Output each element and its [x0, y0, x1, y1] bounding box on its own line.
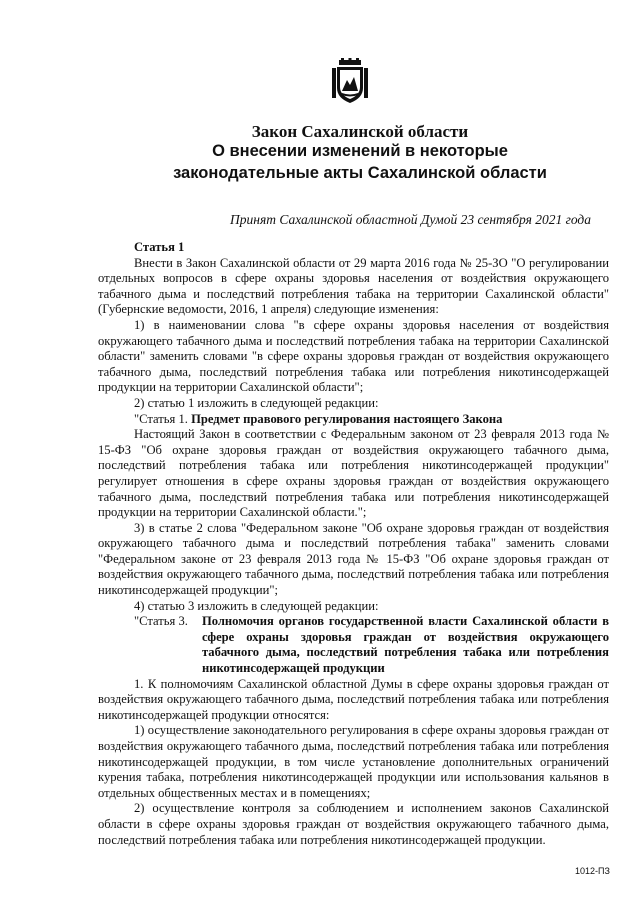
article-1-heading — [98, 412, 609, 428]
paragraph: 3) в статье 2 слова "Федеральном законе "Об охране здоровья граждан от воздействия окружающего табачного дыма и последствий потребления табака" заменить словами "Федеральном законе от 23 февраля 2013 года № 15-ФЗ "Об охране здоровья граждан от воздействия окружающего табачного дыма, последствий потребления табака или потребления никотинсодержащей продукции"; — [98, 520, 609, 598]
paragraph: 4) статью 3 изложить в следующей редакции: — [134, 598, 379, 613]
law-subtitle-line2: законодательные акты Сахалинской области — [173, 164, 547, 182]
paragraph: 1) осуществление законодательного регулирования в сфере охраны здоровья граждан от воздействия окружающего табачного дыма, последствий потребления табака или потребления никотинсодержащей продукции, в том числе установление дополнительных ограничений курения табака, потребления никотинсодержащей продукции или использования кальянов в отдельных общественных местах и в помещениях; — [98, 723, 609, 800]
article-3-heading — [134, 614, 609, 676]
article-1-label: Статья 1 — [134, 240, 185, 254]
paragraph: Внести в Закон Сахалинской области от 29 марта 2016 года № 25-ЗО "О регулировании отдельных вопросов в сфере охраны здоровья населения от воздействия окружающего табачного дыма и последствий потребления табака на территории Сахалинской области" (Губернские ведомости, 2016, 1 апреля) следующие изменения: — [98, 255, 609, 317]
law-subtitle-line1: О внесении изменений в некоторые — [212, 142, 508, 160]
law-title: Закон Сахалинской области — [251, 122, 469, 141]
sakhalin-coat-of-arms-icon — [329, 58, 371, 104]
article-3-title: Полномочия органов государственной власти Сахалинской области в сфере охраны здоровья граждан от воздействия окружающего табачного дыма, последствий потребления табака или потребления никотинсодержащей продукции — [201, 614, 609, 676]
paragraph: Настоящий Закон в соответствии с Федеральным законом от 23 февраля 2013 года № 15-ФЗ "Об охране здоровья граждан от воздействия окружающего табачного дыма, последствий потребления табака или потребления никотинсодержащей продукции" регулирует отношения в сфере охраны здоровья граждан от воздействия окружающего табачного дыма, последствий потребления табака или потребления никотинсодержащей продукции на территории Сахалинской области."; — [98, 427, 609, 520]
document-code: 1012-ПЗ — [575, 866, 610, 876]
article-1-prefix: "Статья 1. — [134, 411, 192, 426]
article-1-title: Предмет правового регулирования настоящего Закона — [191, 411, 503, 426]
article-3-prefix: "Статья 3. — [134, 614, 188, 629]
adoption-note: Принят Сахалинской областной Думой 23 сентября 2021 года — [230, 212, 592, 227]
paragraph: 1) в наименовании слова "в сфере охраны здоровья населения от воздействия окружающего табачного дыма и последствий потребления табака на территории Сахалинской области" заменить словами "в сфере охраны здоровья граждан от воздействия окружающего табачного дыма, последствий потребления табака или потребления никотинсодержащей продукции на территории Сахалинской области"; — [98, 317, 609, 395]
paragraph: 1. К полномочиям Сахалинской областной Думы в сфере охраны здоровья граждан от воздействия окружающего табачного дыма, последствий потребления табака или потребления никотинсодержащей продукции относятся: — [98, 676, 609, 722]
paragraph: 2) осуществление контроля за соблюдением и исполнением законов Сахалинской области в сфере охраны здоровья граждан от воздействия окружающего табачного дыма, последствий потребления табака или потребления никотинсодержащей продукции. — [98, 801, 609, 847]
paragraph: 2) статью 1 изложить в следующей редакции: — [134, 395, 379, 410]
law-body — [98, 240, 609, 848]
